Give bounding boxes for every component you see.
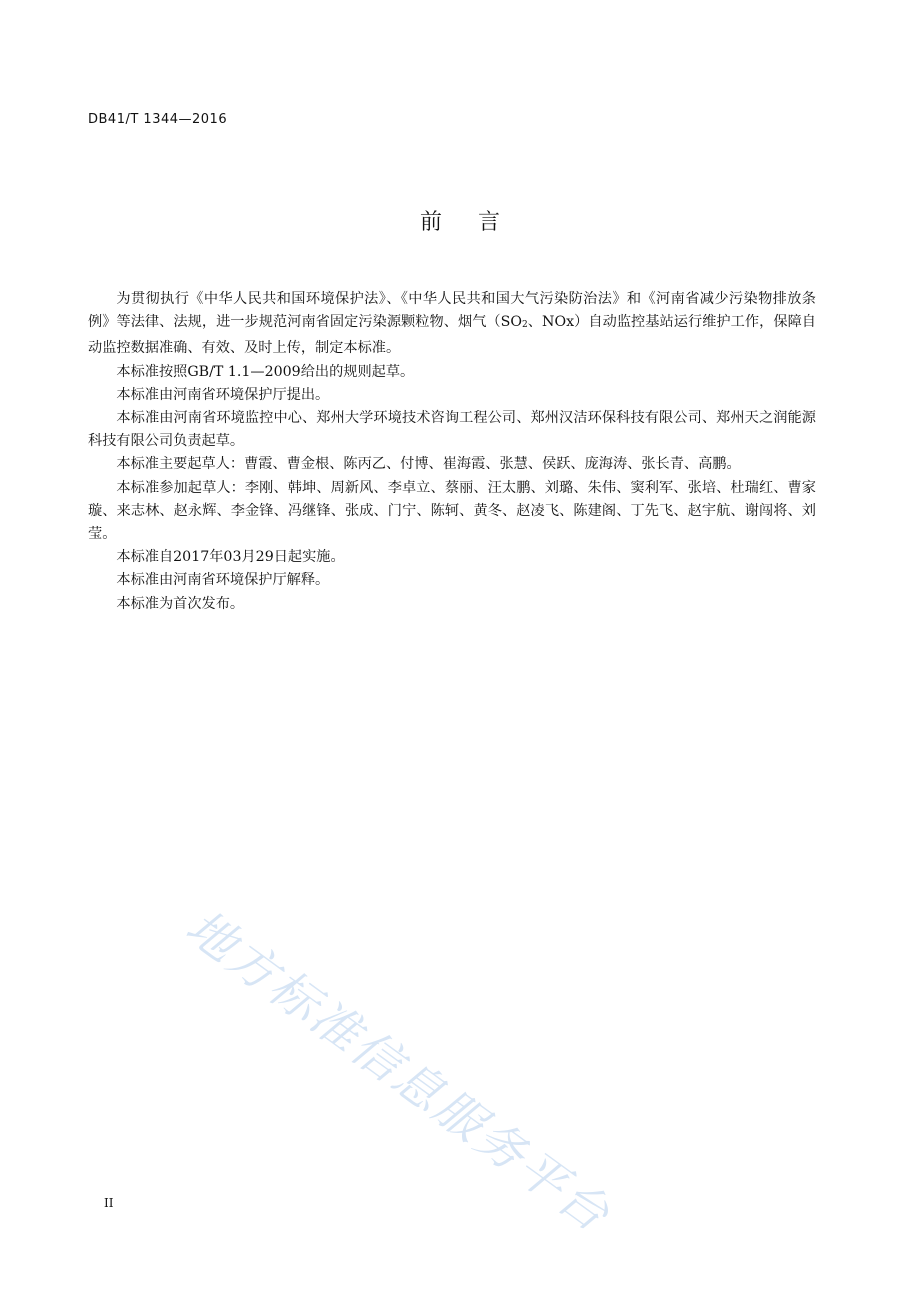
paragraph-effective-date: 本标准自2017年03月29日起实施。: [116, 549, 345, 566]
page-number: II: [104, 1196, 114, 1210]
paragraph-first-release: 本标准为首次发布。: [116, 595, 245, 612]
paragraph-interpretation: 本标准由河南省环境保护厅解释。: [116, 572, 330, 589]
document-code: DB41/T 1344—2016: [88, 112, 228, 127]
paragraph-drafting-rules: 本标准按照GB/T 1.1—2009给出的规则起草。: [116, 363, 415, 380]
page-title: 前言: [419, 210, 536, 235]
paragraph-purpose-part2: 、NOx）自动监控基站运行维护工作，保障自动监控数据准确、有效、及时上传，制定本标准。: [88, 314, 816, 357]
paragraph-proposer: 本标准由河南省环境保护厅提出。: [116, 386, 330, 403]
watermark: 地方标准信息服务平台: [175, 898, 622, 1244]
paragraph-main-drafters: 本标准主要起草人：曹霞、曹金根、陈丙乙、付博、崔海霞、张慧、侯跃、庞海涛、张长青、高鹏。: [116, 456, 741, 473]
paragraph-participating-drafters: 本标准参加起草人：李刚、韩坤、周新风、李卓立、蔡丽、汪太鹏、刘璐、朱伟、窦利军、张培、杜瑞红、曹家璇、来志林、赵永辉、李金锋、冯继锋、张成、门宁、陈轲、黄冬、赵凌飞、陈建阁、丁先飞、赵宇航、谢闯将、刘莹。: [88, 479, 816, 543]
paragraph-purpose: [88, 288, 816, 361]
so2-subscript: 2: [522, 320, 528, 331]
foreword-body: [88, 288, 816, 616]
paragraph-purpose-part1: 为贯彻执行《中华人民共和国环境保护法》、《中华人民共和国大气污染防治法》和《河南省减少污染物排放条例》等法律、法规，进一步规范河南省固定污染源颗粒物、烟气（SO: [88, 291, 816, 331]
paragraph-drafting-units: 本标准由河南省环境监控中心、郑州大学环境技术咨询工程公司、郑州汉洁环保科技有限公司、郑州天之润能源科技有限公司负责起草。: [88, 410, 816, 450]
